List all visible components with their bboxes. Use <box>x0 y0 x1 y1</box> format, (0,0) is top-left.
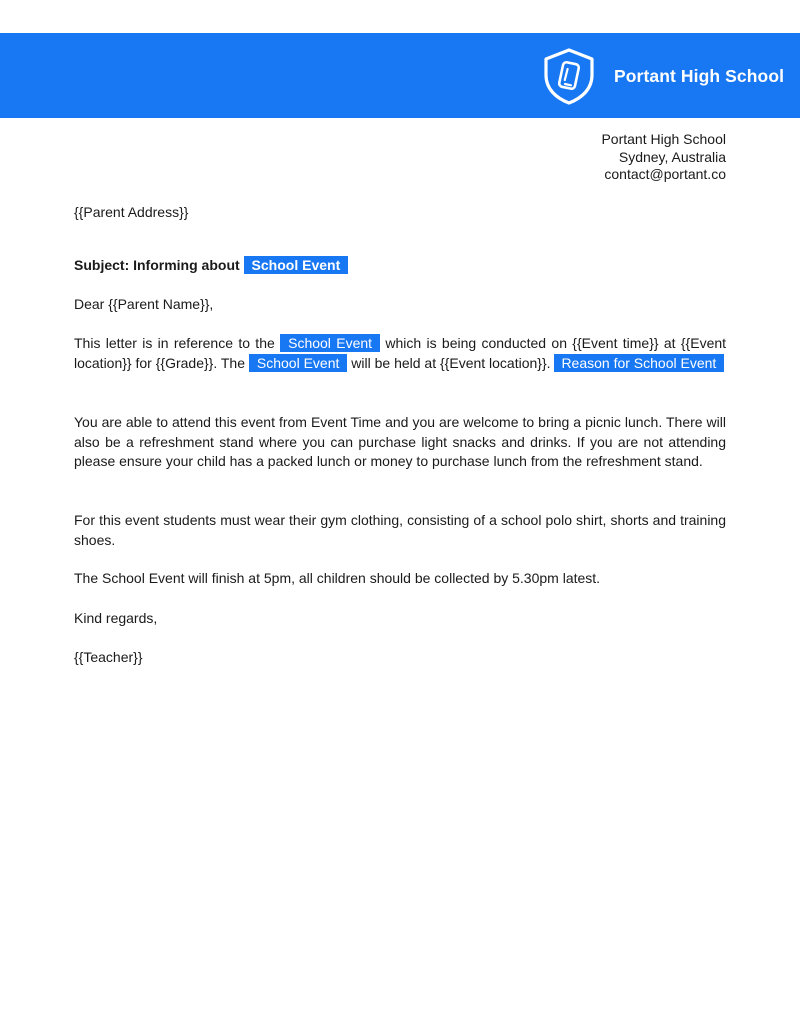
recipient-address: {{Parent Address}} <box>74 204 189 220</box>
paragraph-event-reference <box>74 334 726 373</box>
sender-address-block <box>426 131 726 184</box>
closing: Kind regards, <box>74 610 158 626</box>
event-tag-1: School Event <box>280 334 380 352</box>
paragraph1-text-3: will be held at {{Event location}}. <box>351 354 551 371</box>
paragraph-attendance: You are able to attend this event from Event Time and you are welcome to bring a picnic lunch. There will also be a refreshment stand where you can purchase light snacks and drinks. If you are not attending please ensure your child has a packed lunch or money to purchase lunch from the refreshment stand. <box>74 414 726 469</box>
school-name: Portant High School <box>614 66 785 86</box>
subject-event-tag: School Event <box>244 256 349 274</box>
paragraph1-text-2: which is being conducted on {{Event time}} at {{Event location}} for {{Grade}}. The <box>74 335 727 371</box>
paragraph-finish-time: The School Event will finish at 5pm, all children should be collected by 5.30pm latest. <box>74 570 601 586</box>
subject-line <box>74 256 726 276</box>
sender-location: Sydney, Australia <box>618 148 726 165</box>
reason-tag: Reason for School Event <box>554 354 724 372</box>
event-tag-2: School Event <box>249 354 348 372</box>
subject-prefix: Subject: Informing about <box>74 257 240 273</box>
sender-name: Portant High School <box>601 131 726 147</box>
salutation: Dear {{Parent Name}}, <box>74 296 214 312</box>
sender-email: contact@portant.co <box>604 166 726 182</box>
paragraph1-text-1: This letter is in reference to the <box>74 335 275 351</box>
shield-phone-icon <box>542 47 596 105</box>
paragraph-dress-code: For this event students must wear their gym clothing, consisting of a school polo shirt, shorts and training shoes. <box>74 512 726 548</box>
signature: {{Teacher}} <box>74 649 143 665</box>
